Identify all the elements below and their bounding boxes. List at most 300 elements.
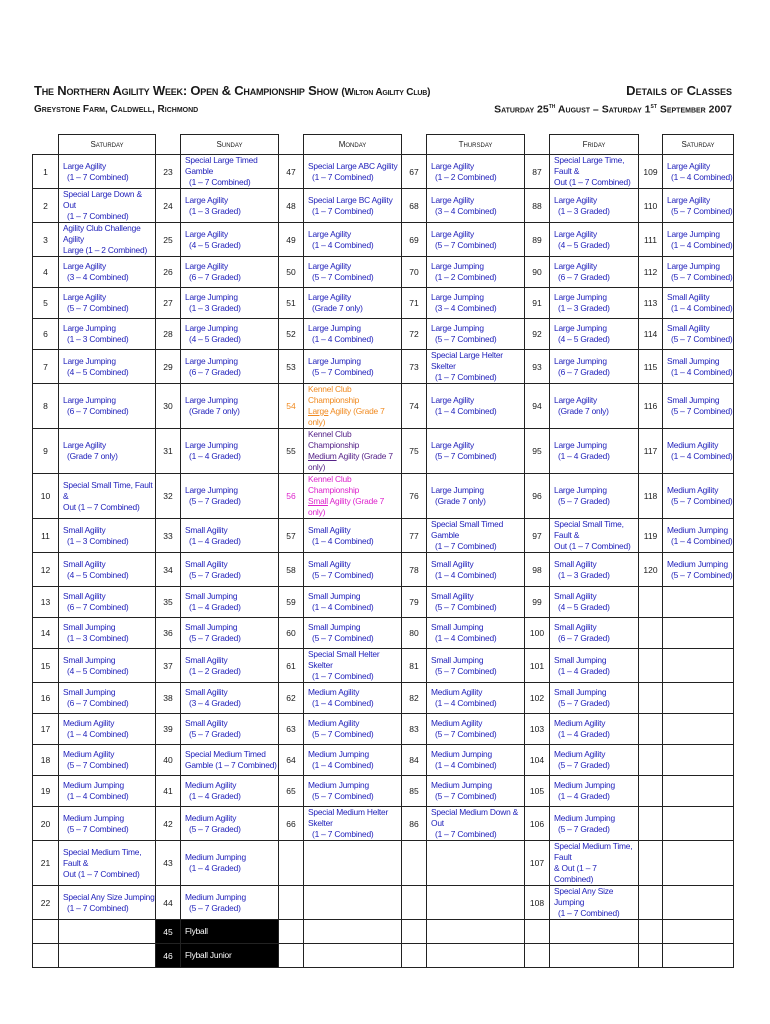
class-grade: (6 – 7 Graded) bbox=[189, 272, 241, 282]
class-number bbox=[279, 886, 304, 920]
class-number bbox=[402, 944, 427, 968]
class-row bbox=[33, 618, 734, 649]
class-title: Small Agility bbox=[308, 524, 351, 535]
show-title: The Northern Agility Week: Open & Championship Show bbox=[34, 83, 338, 98]
class-number bbox=[402, 841, 427, 886]
class-title: Special Any Size Jumping bbox=[554, 886, 614, 907]
class-title: Large Agility bbox=[431, 228, 475, 239]
class-number: 84 bbox=[402, 745, 427, 776]
class-number: 50 bbox=[279, 257, 304, 288]
class-description bbox=[427, 944, 525, 968]
class-row bbox=[33, 587, 734, 618]
class-title: Special Small Time, Fault & bbox=[554, 519, 624, 540]
class-number: 108 bbox=[525, 886, 550, 920]
class-grade: (1 – 7 Combined) bbox=[67, 211, 129, 221]
class-grade bbox=[308, 451, 401, 473]
class-number bbox=[639, 920, 663, 944]
class-title: Large Agility bbox=[63, 261, 107, 271]
class-description bbox=[550, 519, 639, 553]
class-description bbox=[550, 384, 639, 429]
class-description bbox=[59, 807, 156, 841]
class-number: 17 bbox=[33, 714, 59, 745]
class-grade: (1 – 3 Combined) bbox=[67, 633, 129, 643]
class-row bbox=[33, 384, 734, 429]
class-description bbox=[181, 841, 279, 886]
day-header: Saturday bbox=[663, 135, 734, 155]
class-number: 117 bbox=[639, 429, 663, 474]
class-number: 111 bbox=[639, 223, 663, 257]
class-number: 88 bbox=[525, 189, 550, 223]
class-title: Medium Jumping bbox=[431, 749, 492, 759]
class-description bbox=[427, 714, 525, 745]
class-title: Large Jumping bbox=[63, 355, 116, 366]
class-size-underlined: Large bbox=[308, 406, 329, 416]
class-grade-rest: Agility (Grade 7 only) bbox=[308, 496, 385, 517]
class-title: Medium Jumping bbox=[431, 780, 492, 790]
class-grade: (4 – 5 Combined) bbox=[67, 665, 129, 676]
class-title: Small Agility bbox=[185, 654, 228, 665]
class-title: Small Jumping bbox=[431, 622, 484, 632]
class-grade: Out (1 – 7 Combined) bbox=[554, 177, 631, 187]
class-description bbox=[550, 288, 639, 319]
class-description bbox=[59, 223, 156, 257]
class-title: Medium Agility bbox=[431, 718, 483, 728]
class-row bbox=[33, 474, 734, 519]
class-title: Small Jumping bbox=[63, 622, 116, 632]
class-title: Medium Jumping bbox=[308, 780, 369, 790]
class-description bbox=[181, 683, 279, 714]
class-number: 115 bbox=[639, 350, 663, 384]
class-number: 101 bbox=[525, 649, 550, 683]
class-grade: (1 – 4 Combined) bbox=[671, 303, 733, 313]
class-number: 9 bbox=[33, 429, 59, 474]
class-grade: (5 – 7 Combined) bbox=[435, 239, 497, 250]
class-description bbox=[304, 288, 402, 319]
class-number bbox=[639, 683, 663, 714]
class-number: 82 bbox=[402, 683, 427, 714]
class-description bbox=[59, 257, 156, 288]
class-title: Medium Jumping bbox=[63, 812, 124, 823]
class-number: 57 bbox=[279, 519, 304, 553]
class-grade: (5 – 7 Combined) bbox=[312, 569, 374, 580]
class-description bbox=[181, 474, 279, 519]
class-description bbox=[181, 776, 279, 807]
class-title: Small Agility bbox=[185, 718, 228, 728]
class-description bbox=[181, 618, 279, 649]
class-number: 16 bbox=[33, 683, 59, 714]
class-grade: Large (1 – 2 Combined) bbox=[63, 245, 148, 255]
class-title: Medium Agility bbox=[667, 440, 719, 450]
class-number bbox=[639, 714, 663, 745]
class-title: Agility Club Challenge Agility bbox=[63, 223, 141, 244]
show-dates bbox=[494, 103, 732, 116]
class-description bbox=[181, 384, 279, 429]
class-title: Large Jumping bbox=[63, 395, 116, 405]
class-size-underlined: Medium bbox=[308, 451, 337, 461]
class-number: 40 bbox=[156, 745, 181, 776]
class-grade: (1 – 2 Graded) bbox=[189, 665, 241, 676]
class-number: 15 bbox=[33, 649, 59, 683]
class-description bbox=[59, 474, 156, 519]
class-grade: (1 – 4 Combined) bbox=[435, 406, 497, 416]
class-description bbox=[181, 189, 279, 223]
class-number: 48 bbox=[279, 189, 304, 223]
class-description bbox=[181, 886, 279, 920]
class-grade: (4 – 5 Graded) bbox=[558, 602, 610, 612]
class-description bbox=[59, 944, 156, 968]
class-grade: (5 – 7 Graded) bbox=[558, 760, 610, 770]
class-number: 65 bbox=[279, 776, 304, 807]
class-number bbox=[639, 886, 663, 920]
class-number: 96 bbox=[525, 474, 550, 519]
class-row bbox=[33, 189, 734, 223]
class-grade: (1 – 3 Combined) bbox=[67, 535, 129, 546]
class-description bbox=[427, 807, 525, 841]
class-description bbox=[550, 587, 639, 618]
class-description bbox=[427, 920, 525, 944]
class-number: 34 bbox=[156, 553, 181, 587]
classes-table bbox=[32, 134, 734, 968]
class-grade: (6 – 7 Graded) bbox=[558, 272, 610, 282]
class-description bbox=[59, 384, 156, 429]
class-row bbox=[33, 944, 734, 968]
class-number: 31 bbox=[156, 429, 181, 474]
class-number bbox=[639, 587, 663, 618]
class-description bbox=[427, 474, 525, 519]
class-grade: (Grade 7 only) bbox=[67, 451, 118, 461]
class-title: Large Jumping bbox=[554, 440, 607, 450]
class-title: Large Jumping bbox=[185, 395, 238, 405]
class-grade: (1 – 4 Graded) bbox=[189, 863, 241, 873]
class-grade: (1 – 4 Combined) bbox=[67, 729, 129, 739]
class-grade-rest: Agility (Grade 7 only) bbox=[308, 451, 393, 472]
class-title: Large Jumping bbox=[554, 292, 607, 302]
class-title: Large Agility bbox=[185, 194, 229, 205]
class-number: 67 bbox=[402, 155, 427, 189]
class-number: 79 bbox=[402, 587, 427, 618]
class-number: 18 bbox=[33, 745, 59, 776]
class-title: Large Jumping bbox=[667, 261, 720, 271]
class-grade-rest: Agility (Grade 7 only) bbox=[308, 406, 385, 427]
class-grade: (5 – 7 Combined) bbox=[312, 366, 374, 377]
class-description bbox=[663, 189, 734, 223]
class-grade: (1 – 4 Combined) bbox=[435, 569, 497, 580]
class-title: Kennel Club Championship bbox=[308, 429, 360, 450]
class-description bbox=[663, 319, 734, 350]
class-number: 21 bbox=[33, 841, 59, 886]
class-description bbox=[550, 649, 639, 683]
class-number bbox=[525, 920, 550, 944]
class-description bbox=[550, 155, 639, 189]
class-grade: (1 – 7 Combined) bbox=[67, 902, 129, 913]
class-grade: (5 – 7 Combined) bbox=[435, 451, 497, 461]
class-grade: (1 – 7 Combined) bbox=[67, 171, 129, 182]
class-number: 116 bbox=[639, 384, 663, 429]
class-description bbox=[427, 223, 525, 257]
class-description bbox=[663, 429, 734, 474]
class-description bbox=[663, 587, 734, 618]
class-grade: (1 – 3 Graded) bbox=[558, 205, 610, 216]
class-number: 100 bbox=[525, 618, 550, 649]
class-number: 39 bbox=[156, 714, 181, 745]
class-number: 118 bbox=[639, 474, 663, 519]
class-number: 24 bbox=[156, 189, 181, 223]
class-number: 113 bbox=[639, 288, 663, 319]
class-title: Large Agility bbox=[431, 160, 475, 171]
class-title: Medium Agility bbox=[63, 749, 115, 759]
class-grade: (4 – 5 Graded) bbox=[189, 334, 241, 344]
class-grade: (5 – 7 Combined) bbox=[67, 303, 129, 313]
class-description bbox=[304, 429, 402, 474]
class-grade: (5 – 7 Combined) bbox=[312, 272, 374, 282]
class-description bbox=[663, 807, 734, 841]
class-grade: Out (1 – 7 Combined) bbox=[554, 541, 631, 551]
class-title: Medium Agility bbox=[554, 749, 606, 759]
details-heading: Details of Classes bbox=[626, 83, 732, 98]
class-grade: (1 – 3 Graded) bbox=[558, 303, 610, 313]
class-number bbox=[639, 618, 663, 649]
class-description bbox=[304, 223, 402, 257]
class-title: Large Jumping bbox=[431, 292, 484, 302]
class-grade: (1 – 4 Combined) bbox=[312, 334, 374, 344]
class-title: Medium Jumping bbox=[185, 891, 246, 902]
class-description bbox=[181, 519, 279, 553]
class-description bbox=[427, 288, 525, 319]
class-title: Special Medium Helter Skelter bbox=[308, 807, 389, 828]
class-description bbox=[550, 714, 639, 745]
class-title: Flyball Junior bbox=[185, 950, 232, 960]
class-description bbox=[550, 886, 639, 920]
class-description bbox=[427, 155, 525, 189]
class-description bbox=[427, 776, 525, 807]
class-grade: (1 – 3 Combined) bbox=[67, 334, 129, 344]
class-title: Special Medium Time, Fault & bbox=[63, 846, 142, 868]
class-description bbox=[427, 384, 525, 429]
class-title: Large Agility bbox=[63, 292, 107, 302]
class-description bbox=[550, 350, 639, 384]
class-grade: (1 – 4 Combined) bbox=[671, 535, 733, 546]
class-grade: (1 – 3 Graded) bbox=[189, 303, 241, 313]
class-grade: (1 – 3 Graded) bbox=[189, 205, 241, 216]
class-description bbox=[427, 553, 525, 587]
day-header: Thursday bbox=[427, 135, 525, 155]
class-number: 120 bbox=[639, 553, 663, 587]
class-grade: (6 – 7 Graded) bbox=[189, 366, 241, 377]
class-grade: (5 – 7 Graded) bbox=[189, 633, 241, 643]
class-description bbox=[304, 553, 402, 587]
class-grade: (5 – 7 Graded) bbox=[558, 496, 610, 506]
class-description bbox=[181, 587, 279, 618]
day-header: Sunday bbox=[181, 135, 279, 155]
class-title: Large Agility bbox=[667, 160, 711, 171]
class-grade: (1 – 3 Graded) bbox=[558, 569, 610, 580]
class-grade: (5 – 7 Combined) bbox=[671, 205, 733, 216]
class-grade: (5 – 7 Graded) bbox=[189, 823, 241, 834]
class-grade: (Grade 7 only) bbox=[189, 406, 240, 416]
class-number bbox=[33, 944, 59, 968]
class-number: 104 bbox=[525, 745, 550, 776]
class-grade: (3 – 4 Combined) bbox=[435, 205, 497, 216]
class-description bbox=[550, 920, 639, 944]
class-description bbox=[181, 155, 279, 189]
class-grade: (Grade 7 only) bbox=[435, 496, 486, 506]
class-number: 35 bbox=[156, 587, 181, 618]
class-title: Small Jumping bbox=[308, 622, 361, 632]
class-grade: Gamble (1 – 7 Combined) bbox=[185, 760, 277, 770]
class-row bbox=[33, 807, 734, 841]
class-grade: (1 – 7 Combined) bbox=[312, 205, 374, 216]
class-title: Small Agility bbox=[554, 622, 597, 632]
class-description bbox=[550, 223, 639, 257]
class-title: Small Jumping bbox=[667, 355, 720, 366]
class-grade: (1 – 4 Combined) bbox=[312, 602, 374, 612]
class-title: Large Agility bbox=[554, 261, 598, 271]
class-number: 47 bbox=[279, 155, 304, 189]
class-grade: (1 – 4 Graded) bbox=[558, 665, 610, 676]
class-title: Special Large Time, Fault & bbox=[554, 155, 625, 176]
class-description bbox=[304, 189, 402, 223]
class-number bbox=[639, 807, 663, 841]
class-description bbox=[181, 807, 279, 841]
class-description bbox=[304, 745, 402, 776]
class-row bbox=[33, 155, 734, 189]
class-grade: (5 – 7 Combined) bbox=[671, 496, 733, 506]
class-description bbox=[181, 714, 279, 745]
class-title: Small Jumping bbox=[63, 654, 116, 665]
class-description bbox=[427, 189, 525, 223]
class-title: Large Jumping bbox=[554, 323, 607, 333]
class-description bbox=[59, 319, 156, 350]
class-number: 12 bbox=[33, 553, 59, 587]
class-description bbox=[663, 683, 734, 714]
class-description bbox=[304, 519, 402, 553]
class-title: Medium Agility bbox=[308, 718, 360, 728]
class-number: 97 bbox=[525, 519, 550, 553]
class-title: Large Agility bbox=[667, 194, 711, 205]
class-row bbox=[33, 350, 734, 384]
class-row bbox=[33, 683, 734, 714]
class-row bbox=[33, 886, 734, 920]
class-grade: (4 – 5 Graded) bbox=[558, 334, 610, 344]
class-row bbox=[33, 429, 734, 474]
class-number: 92 bbox=[525, 319, 550, 350]
venue: Greystone Farm, Caldwell, Richmond bbox=[34, 104, 199, 115]
class-title: Small Agility bbox=[431, 558, 474, 569]
class-grade: (5 – 7 Combined) bbox=[67, 760, 129, 770]
class-number: 87 bbox=[525, 155, 550, 189]
class-number: 28 bbox=[156, 319, 181, 350]
class-title: Large Jumping bbox=[185, 323, 238, 333]
class-number: 46 bbox=[156, 944, 181, 968]
class-description bbox=[59, 714, 156, 745]
class-title: Medium Agility bbox=[63, 718, 115, 728]
class-grade: (4 – 5 Graded) bbox=[189, 239, 241, 250]
class-grade: (6 – 7 Graded) bbox=[558, 366, 610, 377]
class-grade: (1 – 2 Combined) bbox=[435, 272, 497, 282]
class-title: Large Jumping bbox=[185, 440, 238, 450]
class-number: 66 bbox=[279, 807, 304, 841]
class-row bbox=[33, 288, 734, 319]
class-description bbox=[304, 776, 402, 807]
class-description bbox=[427, 618, 525, 649]
class-grade: (3 – 4 Graded) bbox=[189, 698, 241, 708]
class-title: Large Jumping bbox=[554, 355, 607, 366]
class-grade: (1 – 4 Combined) bbox=[671, 366, 733, 377]
class-number: 112 bbox=[639, 257, 663, 288]
class-description bbox=[304, 944, 402, 968]
class-description bbox=[59, 429, 156, 474]
class-number: 105 bbox=[525, 776, 550, 807]
class-title: Small Agility bbox=[667, 323, 710, 333]
class-grade: (6 – 7 Combined) bbox=[67, 406, 129, 416]
class-title: Large Agility bbox=[554, 194, 598, 205]
class-description bbox=[304, 886, 402, 920]
class-grade: (1 – 4 Graded) bbox=[558, 791, 610, 801]
class-title: Medium Agility bbox=[185, 780, 237, 790]
class-description bbox=[59, 519, 156, 553]
class-title: Large Agility bbox=[431, 440, 475, 450]
class-number: 54 bbox=[279, 384, 304, 429]
class-description bbox=[427, 319, 525, 350]
class-number: 7 bbox=[33, 350, 59, 384]
class-number: 103 bbox=[525, 714, 550, 745]
class-description bbox=[663, 288, 734, 319]
class-grade: (5 – 7 Combined) bbox=[435, 665, 497, 676]
class-description bbox=[59, 350, 156, 384]
class-description bbox=[663, 155, 734, 189]
class-description bbox=[663, 350, 734, 384]
class-description bbox=[427, 683, 525, 714]
class-description bbox=[304, 384, 402, 429]
class-description bbox=[181, 429, 279, 474]
class-title: Large Agility bbox=[431, 194, 475, 205]
class-grade: (3 – 4 Combined) bbox=[67, 272, 129, 282]
class-grade: (1 – 4 Graded) bbox=[189, 451, 241, 461]
class-description bbox=[550, 944, 639, 968]
class-number: 10 bbox=[33, 474, 59, 519]
class-title: Special Medium Down & Out bbox=[431, 807, 519, 828]
class-description bbox=[181, 257, 279, 288]
class-number bbox=[279, 944, 304, 968]
class-number: 86 bbox=[402, 807, 427, 841]
class-number: 45 bbox=[156, 920, 181, 944]
class-description bbox=[550, 319, 639, 350]
class-number: 83 bbox=[402, 714, 427, 745]
class-grade: (1 – 2 Combined) bbox=[435, 171, 497, 182]
dates-part-2: August – Saturday 1 bbox=[555, 103, 651, 116]
class-grade: (1 – 4 Graded) bbox=[558, 729, 610, 739]
class-number: 8 bbox=[33, 384, 59, 429]
class-description bbox=[59, 776, 156, 807]
class-description bbox=[59, 553, 156, 587]
class-title: Medium Jumping bbox=[308, 749, 369, 759]
class-description bbox=[59, 841, 156, 886]
class-grade: (5 – 7 Combined) bbox=[435, 791, 497, 801]
class-number: 119 bbox=[639, 519, 663, 553]
class-title: Small Agility bbox=[185, 558, 228, 569]
class-row bbox=[33, 257, 734, 288]
class-number: 30 bbox=[156, 384, 181, 429]
class-number: 53 bbox=[279, 350, 304, 384]
class-grade: (6 – 7 Combined) bbox=[67, 698, 129, 708]
class-number: 26 bbox=[156, 257, 181, 288]
class-description bbox=[663, 886, 734, 920]
class-title: Large Agility bbox=[185, 228, 229, 239]
class-grade: (4 – 5 Graded) bbox=[558, 239, 610, 250]
class-number: 19 bbox=[33, 776, 59, 807]
class-number: 4 bbox=[33, 257, 59, 288]
class-number: 56 bbox=[279, 474, 304, 519]
